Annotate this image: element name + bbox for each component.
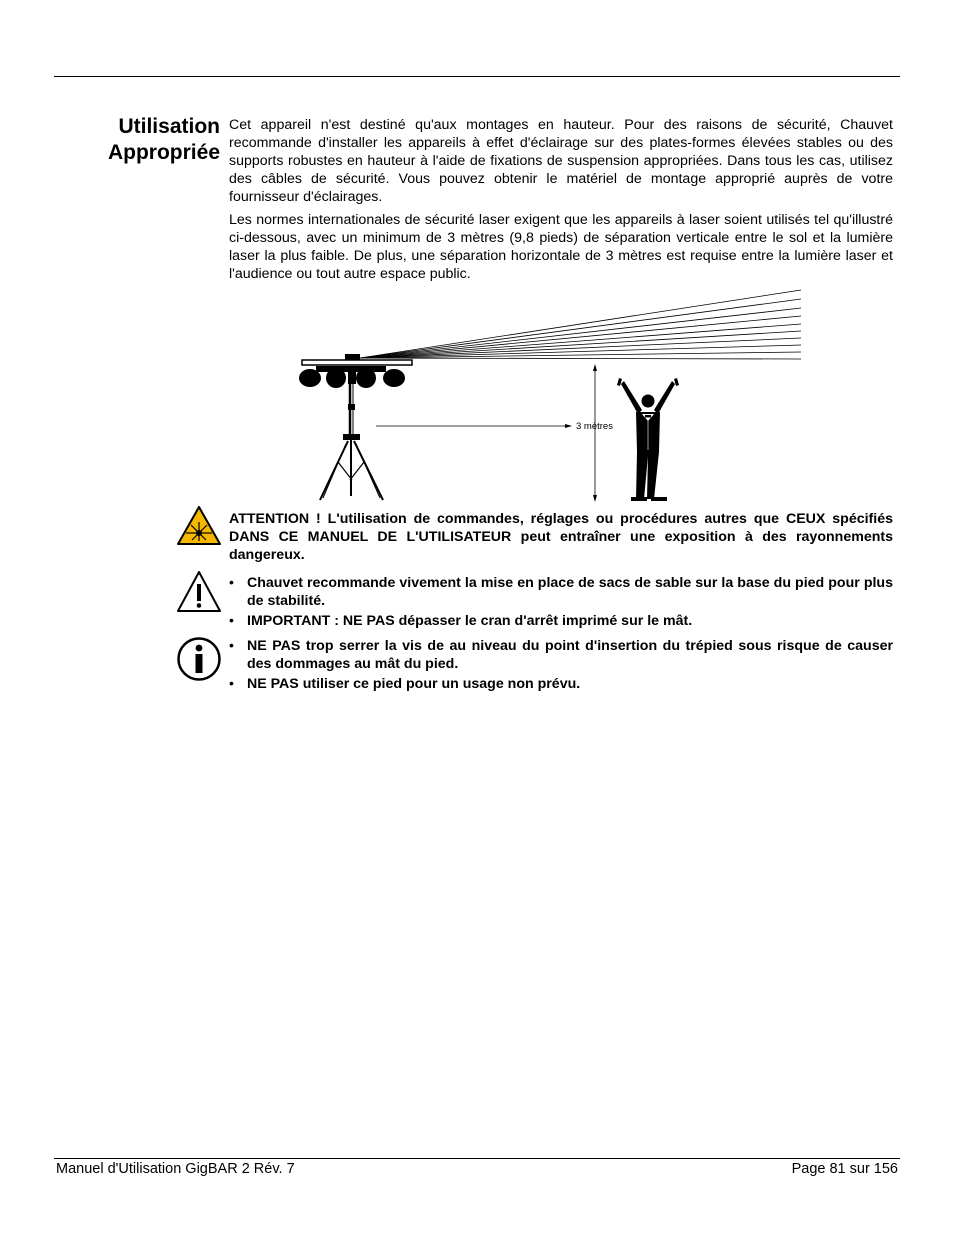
list-item: • NE PAS utiliser ce pied pour un usage non prévu. — [229, 675, 893, 693]
list-item: • IMPORTANT : NE PAS dépasser le cran d'arrêt imprimé sur le mât. — [229, 612, 893, 630]
section-body — [229, 116, 893, 288]
horizontal-distance-arrow — [376, 424, 572, 428]
list-item: • NE PAS trop serrer la vis de au niveau du point d'insertion du trépied sous risque de causer des dommages au mât du pied. — [229, 637, 893, 673]
paragraph-mounting: Cet appareil n'est destiné qu'aux montages en hauteur. Pour des raisons de sécurité, Chauvet recommande d'installer les appareils à effet d'éclairage sur des plates-formes élevées stables ou des supports robustes en hauteur à l'aide de fixations de suspension appropriées. Dans tous les cas, utilisez des câbles de sécurité. Vous pouvez obtenir le matériel de montage approprié auprès de votre fournisseur d'éclairages. — [229, 117, 893, 205]
header-rule — [54, 76, 900, 77]
laser-safety-diagram — [290, 284, 810, 506]
section-heading-line1: Utilisation — [118, 115, 220, 138]
footer-page-number: Page 81 sur 156 — [791, 1161, 898, 1177]
tripod-stand — [320, 384, 383, 500]
paragraph-laser-norms: Les normes internationales de sécurité laser exigent que les appareils à laser soient utilisés tel qu'illustré ci-dessous, avec un minimum de 3 mètres (9,8 pieds) de séparation verticale entre le sol et la lumière laser la plus faible. De plus, une séparation horizontale de 3 mètres est requise entre la lumière laser et l'audience ou tout autre espace public. — [229, 212, 893, 282]
gigbar-fixture — [299, 354, 412, 388]
vertical-distance-arrow — [593, 364, 597, 502]
section-heading-line2: Appropriée — [107, 141, 220, 164]
exclamation-warning-icon — [176, 570, 222, 614]
laser-warning-icon — [176, 505, 222, 547]
list-item: • Chauvet recommande vivement la mise en place de sacs de sable sur la base du pied pour plus de stabilité. — [229, 574, 893, 610]
footer-manual-title: Manuel d'Utilisation GigBAR 2 Rév. 7 — [56, 1161, 295, 1177]
footer-rule — [54, 1158, 900, 1159]
info-icon — [176, 636, 222, 682]
info-list-block — [229, 637, 893, 695]
section-heading — [54, 114, 220, 166]
laser-attention-text: ATTENTION ! L'utilisation de commandes, réglages ou procédures autres que CEUX spécifiés DANS CE MANUEL DE L'UTILISATEUR peut entraîner une exposition à des rayonnements dangereux. — [229, 511, 893, 563]
distance-label: 3 mètres — [576, 421, 613, 432]
caution-list — [229, 574, 893, 630]
info-list — [229, 637, 893, 693]
laser-beams — [360, 290, 801, 359]
caution-list-block — [229, 574, 893, 632]
laser-attention-block — [229, 510, 893, 564]
person-figure — [617, 378, 679, 501]
